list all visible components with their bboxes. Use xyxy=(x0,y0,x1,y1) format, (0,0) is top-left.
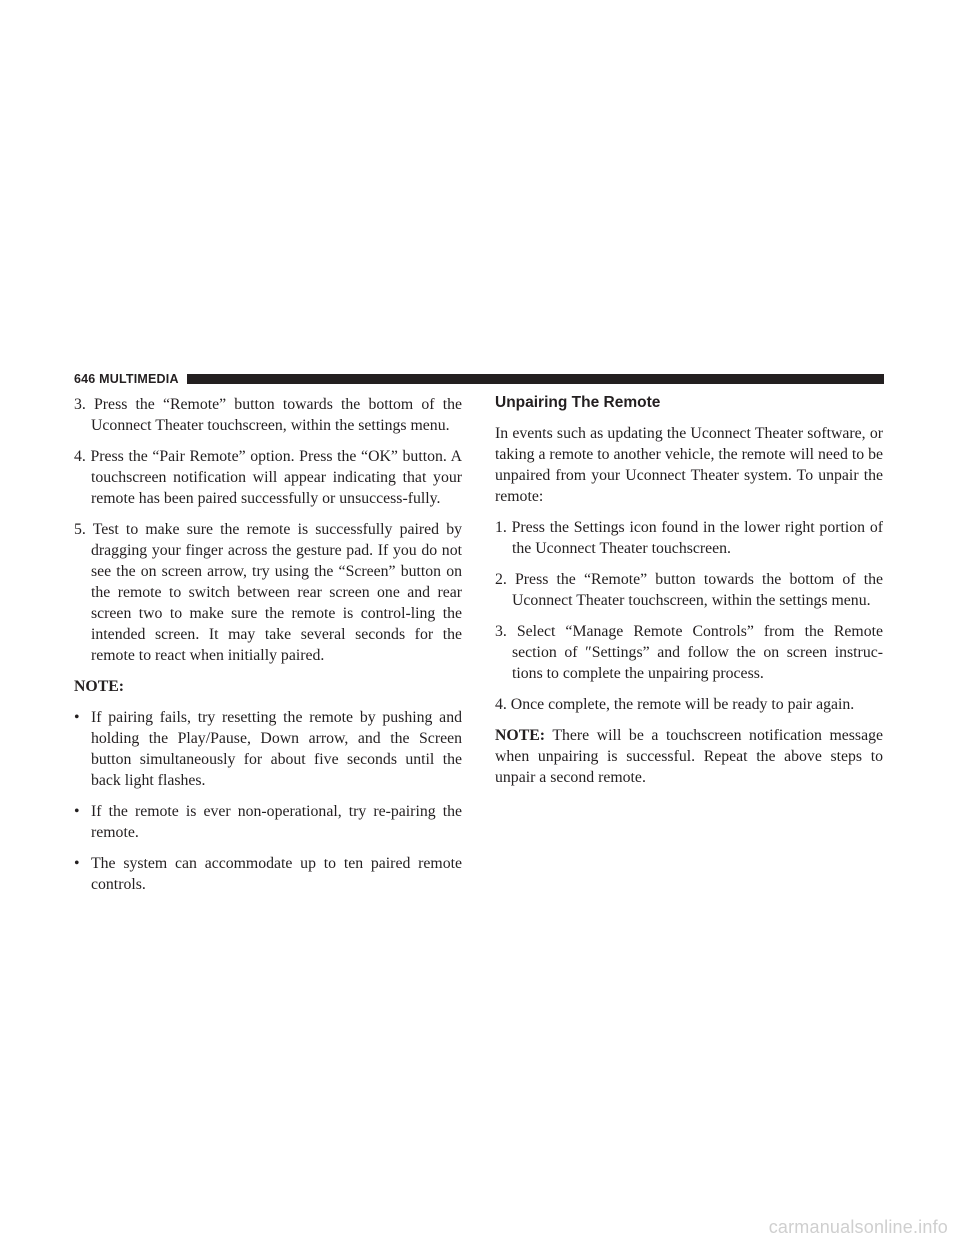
bullet-icon: • xyxy=(74,855,80,872)
step-3: 3. Press the “Remote” button towards the bottom of the Uconnect Theater touchscreen, within the settings menu. xyxy=(74,396,462,434)
note-heading: NOTE: xyxy=(74,678,125,695)
right-column xyxy=(495,394,883,798)
unpair-step-2: 2. Press the “Remote” button towards the bottom of the Uconnect Theater touchscreen, within the settings menu. xyxy=(495,571,883,609)
header-rule xyxy=(187,374,884,384)
page-header xyxy=(74,372,884,386)
note-bullet-1 xyxy=(74,707,462,791)
bullet-icon: • xyxy=(74,803,80,820)
section-heading: Unpairing The Remote xyxy=(495,394,661,411)
page-number: 646 xyxy=(74,372,96,386)
unpair-step-3: 3. Select “Manage Remote Controls” from the Remote section of ″Settings” and follow the on screen instruc-tions to complete the unpairing process. xyxy=(495,623,883,682)
note-bullet-text: The system can accommodate up to ten paired remote controls. xyxy=(91,855,462,893)
step-4: 4. Press the “Pair Remote” option. Press the “OK” button. A touchscreen notification will appear indicating that your remote has been paired successfully or unsuccess-fully. xyxy=(74,448,462,507)
page-header-label xyxy=(74,372,187,386)
unpair-note-label: NOTE: xyxy=(495,727,546,744)
left-column xyxy=(74,394,462,905)
intro-paragraph: In events such as updating the Uconnect Theater software, or taking a remote to another vehicle, the remote will need to be unpaired from your Uconnect Theater system. To unpair the remote: xyxy=(495,425,883,505)
unpair-note-text: There will be a touchscreen notification message when unpairing is successful. Repeat the above steps to unpair a second remote. xyxy=(495,727,883,786)
note-bullet-text: If the remote is ever non-operational, try re-pairing the remote. xyxy=(91,803,462,841)
unpair-note xyxy=(495,725,883,788)
step-5: 5. Test to make sure the remote is successfully paired by dragging your finger across the gesture pad. If you do not see the on screen arrow, try using the “Screen” button on the remote to switch between rear screen one and rear screen two to make sure the remote is control-ling the intended screen. It may take several seconds for the remote to react when initially paired. xyxy=(74,521,462,664)
bullet-icon: • xyxy=(74,709,80,726)
note-bullet-3 xyxy=(74,853,462,895)
watermark: carmanualsonline.info xyxy=(768,1217,948,1237)
note-bullet-2 xyxy=(74,801,462,843)
unpair-step-4: 4. Once complete, the remote will be ready to pair again. xyxy=(495,696,855,713)
unpair-step-1: 1. Press the Settings icon found in the lower right portion of the Uconnect Theater touchscreen. xyxy=(495,519,883,557)
section-title: MULTIMEDIA xyxy=(99,372,179,386)
note-bullet-text: If pairing fails, try resetting the remote by pushing and holding the Play/Pause, Down arrow, and the Screen button simultaneously for about five seconds until the back light flashes. xyxy=(91,709,462,789)
